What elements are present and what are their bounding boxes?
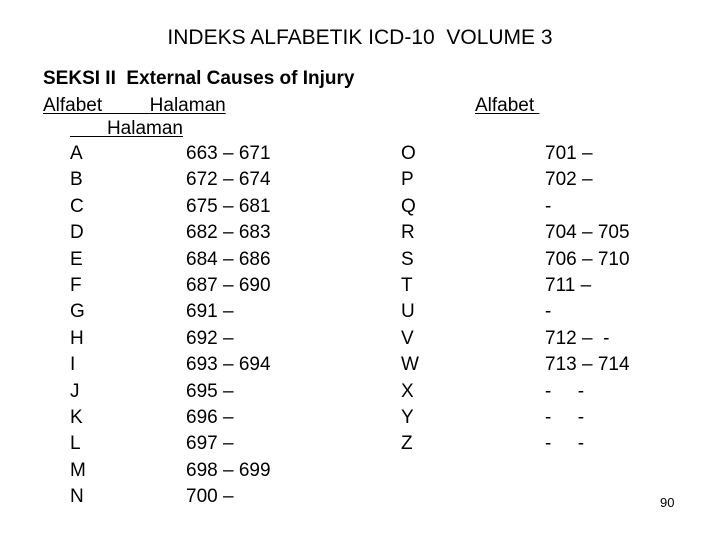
- index-letter: Z: [401, 433, 413, 455]
- index-letter: S: [401, 248, 414, 270]
- index-letter: X: [401, 380, 414, 402]
- page-range: 695 –: [186, 380, 234, 402]
- page-number: 90: [660, 495, 675, 510]
- page-range: - -: [545, 407, 585, 428]
- page-range: 672 – 674: [186, 169, 271, 191]
- page-range: 696 –: [186, 407, 234, 428]
- document-title: INDEKS ALFABETIK ICD-10 VOLUME 3: [167, 26, 553, 49]
- page-range: 693 – 694: [186, 354, 271, 376]
- page-range: 702 –: [545, 169, 593, 191]
- index-letter: L: [70, 433, 81, 455]
- right-alfabet-header: Alfabet: [475, 95, 540, 116]
- page-range: 682 – 683: [186, 222, 271, 244]
- index-letter: E: [70, 248, 83, 270]
- page-range: 684 – 686: [186, 248, 271, 270]
- index-letter: G: [70, 301, 85, 323]
- index-letter: T: [401, 275, 413, 296]
- page-range: - -: [545, 380, 585, 402]
- page-range: -: [545, 195, 552, 217]
- left-alfabet-header: [43, 95, 226, 117]
- page-range: -: [545, 301, 552, 323]
- left-halaman-header: Halaman: [70, 118, 183, 139]
- page-range: 706 – 710: [545, 248, 630, 270]
- page-range: 698 – 699: [186, 459, 271, 481]
- index-letter: B: [70, 169, 83, 191]
- index-letter: C: [70, 195, 84, 217]
- page-range: 711 –: [545, 275, 592, 296]
- page-range: 663 – 671: [186, 143, 271, 164]
- page-range: 687 – 690: [186, 275, 271, 296]
- index-letter: J: [70, 380, 80, 402]
- page-range: 697 –: [186, 433, 234, 455]
- page-range: 712 – -: [545, 327, 610, 349]
- index-letter: W: [401, 354, 419, 376]
- index-letter: Y: [401, 407, 414, 428]
- page-range: - -: [545, 433, 585, 455]
- index-letter: Q: [401, 195, 416, 217]
- page-range: 704 – 705: [545, 222, 630, 244]
- index-letter: O: [401, 143, 416, 164]
- page-range: 701 –: [545, 143, 593, 164]
- index-letter: D: [70, 222, 84, 244]
- left-alfabet-label: Alfabet: [43, 95, 150, 116]
- index-letter: I: [70, 354, 76, 376]
- index-letter: K: [70, 407, 83, 428]
- index-letter: R: [401, 222, 415, 244]
- section-heading: SEKSI II External Causes of Injury: [43, 68, 355, 89]
- page-range: 691 –: [186, 301, 234, 323]
- index-letter: M: [70, 459, 86, 481]
- index-letter: H: [70, 327, 84, 349]
- page-range: 700 –: [186, 486, 234, 508]
- index-letter: N: [70, 486, 84, 508]
- left-halaman-label: Halaman: [149, 95, 226, 116]
- index-letter: A: [70, 143, 83, 164]
- index-letter: V: [401, 327, 414, 349]
- page-range: 692 –: [186, 327, 234, 349]
- page-range: 675 – 681: [186, 195, 271, 217]
- index-letter: U: [401, 301, 415, 323]
- index-letter: F: [70, 275, 82, 296]
- page-range: 713 – 714: [545, 354, 630, 376]
- index-letter: P: [401, 169, 414, 191]
